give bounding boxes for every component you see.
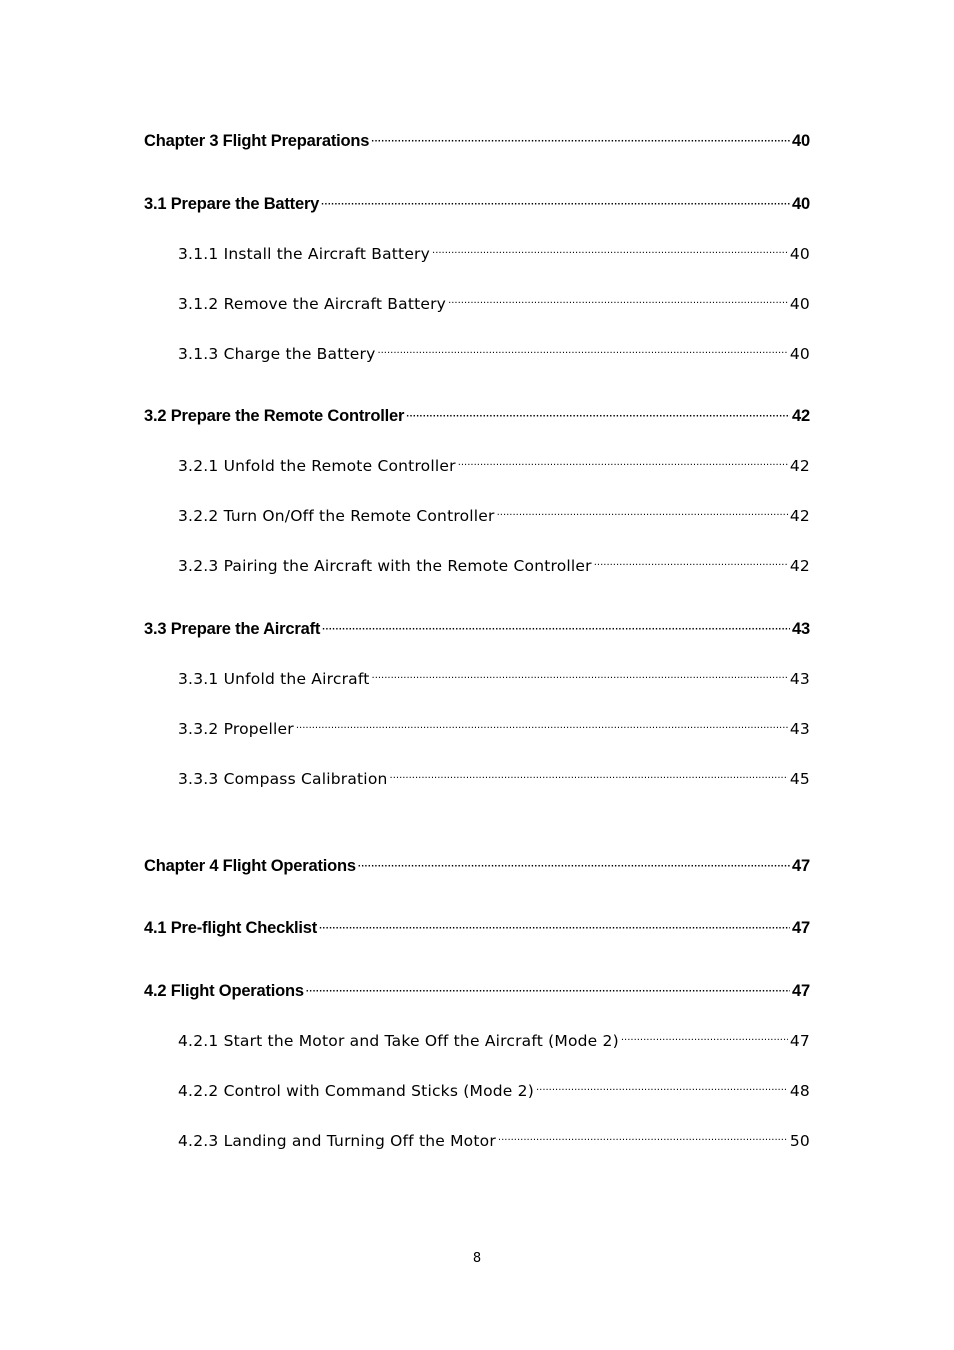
toc-entry-page: 47 xyxy=(792,857,810,875)
toc-dot-leader xyxy=(319,920,790,938)
toc-dot-leader xyxy=(498,1132,788,1150)
toc-entry-page: 40 xyxy=(792,195,810,213)
toc-dot-leader xyxy=(497,507,788,525)
toc-entry-3-1-2[interactable] xyxy=(178,289,810,313)
toc-dot-leader xyxy=(321,196,790,214)
toc-entry-page: 43 xyxy=(792,620,810,638)
toc-entry-page: 42 xyxy=(792,407,810,425)
toc-entry-page: 40 xyxy=(789,295,810,313)
toc-entry-page: 47 xyxy=(792,919,810,937)
toc-dot-leader xyxy=(458,457,788,475)
toc-entry-page: 40 xyxy=(792,132,810,150)
toc-entry-4-1[interactable] xyxy=(144,914,810,938)
toc-entry-page: 47 xyxy=(789,1032,810,1050)
toc-entry-3-2-2[interactable] xyxy=(178,501,810,525)
toc-entry-title: 3.1.3 Charge the Battery xyxy=(178,345,376,363)
toc-dot-leader xyxy=(322,621,790,639)
toc-entry-title: 4.2.3 Landing and Turning Off the Motor xyxy=(178,1132,496,1150)
toc-dot-leader xyxy=(621,1032,788,1050)
toc-entry-page: 43 xyxy=(789,720,810,738)
toc-entry-title: 3.3 Prepare the Aircraft xyxy=(144,620,321,638)
toc-entry-title: 4.2.1 Start the Motor and Take Off the Aircraft (Mode 2) xyxy=(178,1032,619,1050)
toc-entry-title: 3.2.3 Pairing the Aircraft with the Remote Controller xyxy=(178,557,592,575)
toc-dot-leader xyxy=(536,1082,788,1100)
toc-entry-title: 3.1.2 Remove the Aircraft Battery xyxy=(178,295,447,313)
toc-entry-4-2-2[interactable] xyxy=(178,1076,810,1100)
toc-dot-leader xyxy=(306,983,790,1001)
toc-entry-page: 40 xyxy=(789,345,810,363)
toc-entry-title: 4.2.2 Control with Command Sticks (Mode 2) xyxy=(178,1082,534,1100)
toc-entry-page: 43 xyxy=(789,670,810,688)
toc-entry-page: 45 xyxy=(789,770,810,788)
toc-entry-3-2[interactable] xyxy=(144,402,810,426)
toc-entry-page: 42 xyxy=(789,507,810,525)
toc-entry-chapter-3[interactable] xyxy=(144,127,810,151)
toc-entry-3-3-1[interactable] xyxy=(178,664,810,688)
toc-entry-4-2-1[interactable] xyxy=(178,1026,810,1050)
toc-entry-page: 50 xyxy=(789,1132,810,1150)
toc-entry-page: 42 xyxy=(789,457,810,475)
toc-entry-3-1-1[interactable] xyxy=(178,239,810,263)
toc-entry-title: Chapter 3 Flight Preparations xyxy=(144,132,370,150)
toc-entry-3-1[interactable] xyxy=(144,190,810,214)
toc-dot-leader xyxy=(371,133,790,151)
toc-entry-title: 4.2 Flight Operations xyxy=(144,982,304,1000)
toc-entry-title: 3.1.1 Install the Aircraft Battery xyxy=(178,245,431,263)
toc-dot-leader xyxy=(448,295,788,313)
toc-entry-title: Chapter 4 Flight Operations xyxy=(144,857,356,875)
toc-dot-leader xyxy=(432,245,788,263)
toc-entry-3-2-1[interactable] xyxy=(178,451,810,475)
toc-entry-3-3-3[interactable] xyxy=(178,764,810,788)
toc-entry-chapter-4[interactable] xyxy=(144,852,810,876)
toc-entry-title: 3.3.3 Compass Calibration xyxy=(178,770,388,788)
toc-entry-page: 48 xyxy=(789,1082,810,1100)
toc-entry-4-2-3[interactable] xyxy=(178,1126,810,1150)
toc-dot-leader xyxy=(377,345,787,363)
toc-entry-page: 42 xyxy=(789,557,810,575)
toc-dot-leader xyxy=(406,408,790,426)
toc-dot-leader xyxy=(390,770,788,788)
toc-entry-title: 3.3.2 Propeller xyxy=(178,720,294,738)
toc-entry-title: 3.1 Prepare the Battery xyxy=(144,195,320,213)
toc-entry-title: 3.3.1 Unfold the Aircraft xyxy=(178,670,370,688)
toc-dot-leader xyxy=(594,557,788,575)
toc-dot-leader xyxy=(358,858,790,876)
toc-entry-page: 47 xyxy=(792,982,810,1000)
toc-dot-leader xyxy=(296,720,788,738)
toc-entry-3-3[interactable] xyxy=(144,615,810,639)
page-number: 8 xyxy=(472,1251,482,1266)
toc-entry-3-3-2[interactable] xyxy=(178,714,810,738)
toc-entry-page: 40 xyxy=(789,245,810,263)
toc-entry-3-2-3[interactable] xyxy=(178,551,810,575)
toc-entry-title: 3.2 Prepare the Remote Controller xyxy=(144,407,405,425)
toc-entry-title: 4.1 Pre-flight Checklist xyxy=(144,919,318,937)
toc-dot-leader xyxy=(372,670,788,688)
toc-entry-title: 3.2.1 Unfold the Remote Controller xyxy=(178,457,456,475)
toc-entry-4-2[interactable] xyxy=(144,977,810,1001)
toc-entry-title: 3.2.2 Turn On/Off the Remote Controller xyxy=(178,507,495,525)
toc-entry-3-1-3[interactable] xyxy=(178,339,810,363)
